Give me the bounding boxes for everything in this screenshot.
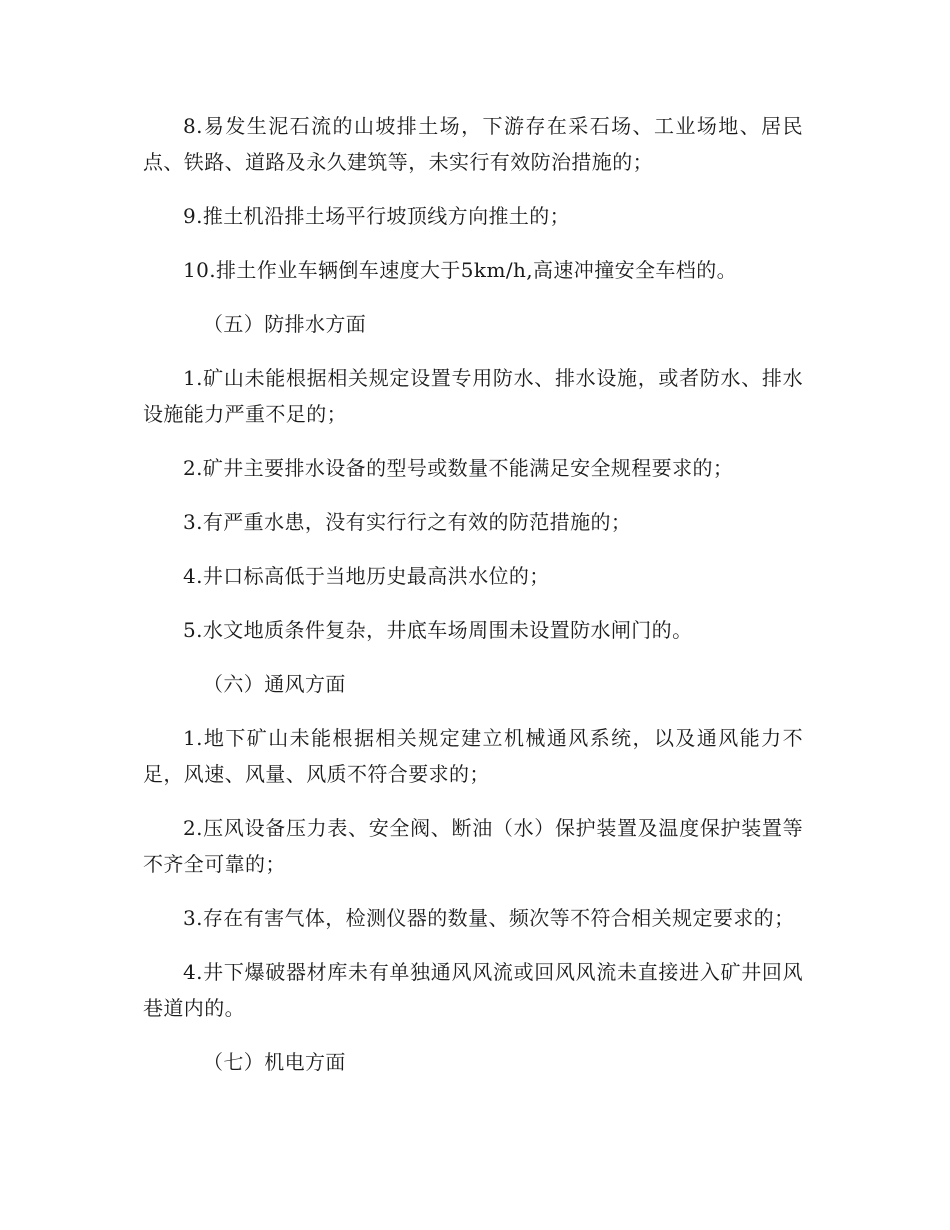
list-item-2-compressor-safety: 2.压风设备压力表、安全阀、断油（水）保护装置及温度保护装置等不齐全可靠的； [143,816,803,876]
document-body [143,108,803,1098]
list-item-9-bulldozer: 9.推土机沿排土场平行坡顶线方向推土的； [183,204,571,228]
section-heading-drainage: （五）防排水方面 [203,312,367,336]
section-heading-ventilation: （六）通风方面 [203,672,346,696]
list-item-1-drainage-facilities: 1.矿山未能根据相关规定设置专用防水、排水设施，或者防水、排水设施能力严重不足的； [143,366,803,426]
list-item-2-pump-equipment: 2.矿井主要排水设备的型号或数量不能满足安全规程要求的； [183,456,734,480]
list-item-4-explosives-storage: 4.井下爆破器材库未有单独通风风流或回风风流未直接进入矿井回风巷道内的。 [143,960,803,1020]
list-item-5-water-gate: 5.水文地质条件复杂，井底车场周围未设置防水闸门的。 [183,618,693,642]
list-item-3-water-hazard: 3.有严重水患，没有实行行之有效的防范措施的； [183,510,632,534]
list-item-8-debris-flow: 8.易发生泥石流的山坡排土场，下游存在采石场、工业场地、居民点、铁路、道路及永久建筑等，未实行有效防治措施的； [143,114,803,174]
list-item-3-gas-detection: 3.存在有害气体，检测仪器的数量、频次等不符合相关规定要求的； [183,906,795,930]
list-item-10-reversing-speed: 10.排土作业车辆倒车速度大于5km/h,高速冲撞安全车档的。 [183,258,737,282]
list-item-1-mechanical-ventilation: 1.地下矿山未能根据相关规定建立机械通风系统，以及通风能力不足，风速、风量、风质不符合要求的； [143,726,803,786]
section-heading-electromechanical: （七）机电方面 [203,1050,346,1074]
list-item-4-shaft-elevation: 4.井口标高低于当地历史最高洪水位的； [183,564,550,588]
